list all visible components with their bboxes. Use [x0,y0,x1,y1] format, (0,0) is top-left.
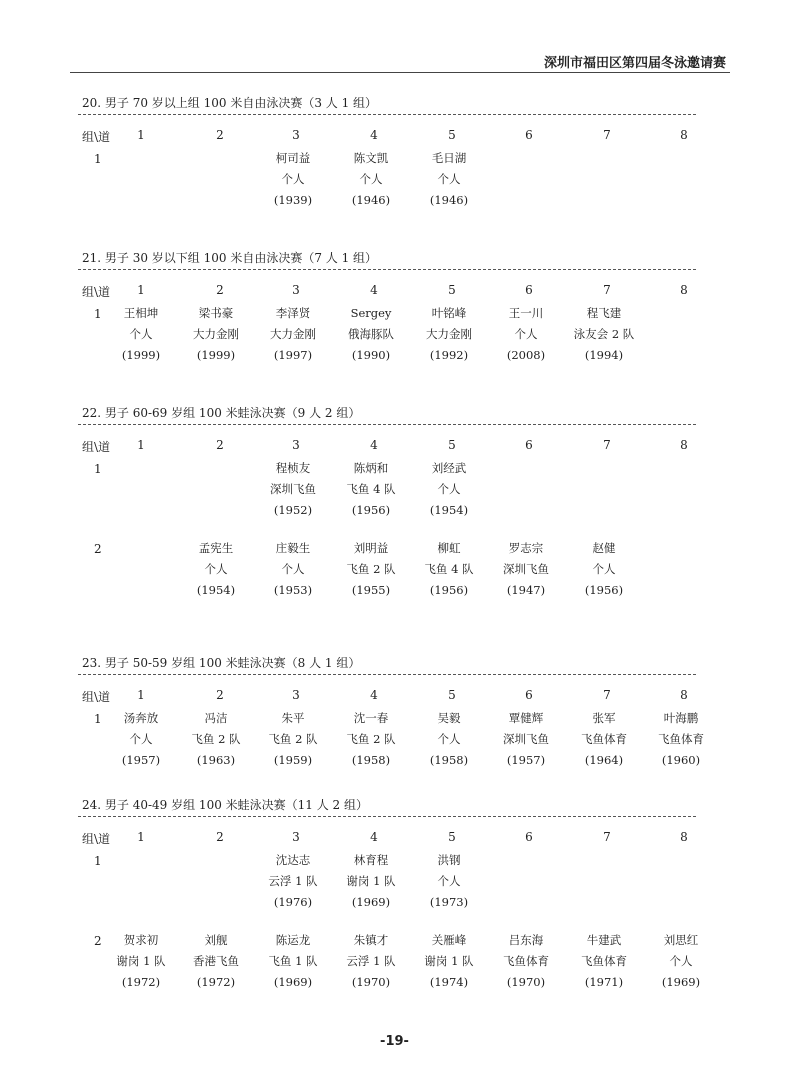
swimmer-birth-year: (1956) [351,503,391,517]
lane-number: 5 [448,128,456,142]
event-title: 22. 男子 60-69 岁组 100 米蛙泳决赛（9 人 2 组） [82,406,361,420]
swimmer-name: 张军 [592,711,616,725]
swimmer-team: 深圳飞鱼 [503,562,549,576]
swimmer-entry [636,930,726,993]
swimmer-birth-year: (1992) [429,348,469,362]
heat-number: 1 [94,854,102,868]
swimmer-birth-year: (1947) [506,583,546,597]
swimmer-name: 洪钢 [437,853,461,867]
swimmer-birth-year: (1960) [661,753,701,767]
page-header [70,48,730,73]
swimmer-name: 沈达志 [275,853,311,867]
lane-header-label: 组\道 [82,690,111,704]
swimmer-name: 叶海鹏 [663,711,699,725]
swimmer-birth-year: (1973) [429,895,469,909]
swimmer-name: 刘舰 [204,933,228,947]
swimmer-entry [481,930,571,993]
lane-header-label: 组\道 [82,832,111,846]
swimmer-birth-year: (1974) [429,975,469,989]
lane-number: 1 [137,830,145,844]
swimmer-birth-year: (1976) [273,895,313,909]
swimmer-name: 程飞建 [586,306,622,320]
lane-number: 6 [525,438,533,452]
swimmer-birth-year: (1958) [351,753,391,767]
lane-header-row [70,688,700,704]
lane-number: 3 [292,438,300,452]
lane-header-row [70,128,700,144]
swimmer-birth-year: (1969) [661,975,701,989]
lane-number: 4 [370,688,378,702]
lane-number: 3 [292,128,300,142]
lane-number: 2 [216,438,224,452]
swimmer-team: 谢岗 1 队 [116,954,166,968]
swimmer-name: 关雁峰 [431,933,467,947]
swimmer-birth-year: (1946) [429,193,469,207]
swimmer-team: 个人 [129,732,153,746]
swimmer-name: 柳虹 [437,541,461,555]
lane-number: 4 [370,283,378,297]
swimmer-team: 个人 [514,327,538,341]
swimmer-team: 个人 [437,172,461,186]
lane-number: 6 [525,830,533,844]
lane-number: 4 [370,438,378,452]
lane-header-label: 组\道 [82,130,111,144]
heat-number: 2 [94,542,102,556]
swimmer-name: 程桢友 [275,461,311,475]
lane-number: 8 [680,438,688,452]
dashed-divider [78,816,696,817]
swimmer-team: 个人 [359,172,383,186]
swimmer-name: 牛建武 [586,933,622,947]
swimmer-team: 云浮 1 队 [346,954,396,968]
swimmer-birth-year: (1999) [121,348,161,362]
heat-number: 1 [94,462,102,476]
swimmer-name: 朱镇才 [353,933,389,947]
lane-number: 4 [370,128,378,142]
swimmer-name: 毛日湖 [431,151,467,165]
swimmer-birth-year: (1964) [584,753,624,767]
lane-number: 1 [137,128,145,142]
swimmer-team: 谢岗 1 队 [346,874,396,888]
swimmer-entry [248,850,338,913]
swimmer-name: 柯司益 [275,151,311,165]
heat-number: 1 [94,307,102,321]
swimmer-team: 飞鱼 2 队 [191,732,241,746]
lane-number: 8 [680,688,688,702]
swimmer-birth-year: (1994) [584,348,624,362]
swimmer-birth-year: (1957) [121,753,161,767]
lane-number: 7 [603,830,611,844]
lane-number: 7 [603,283,611,297]
swimmer-team: 个人 [204,562,228,576]
swimmer-birth-year: (1971) [584,975,624,989]
heat-number: 2 [94,934,102,948]
swimmer-entry [559,303,649,366]
lane-number: 6 [525,128,533,142]
swimmer-birth-year: (1970) [351,975,391,989]
swimmer-team: 香港飞鱼 [193,954,239,968]
swimmer-entry [636,708,726,771]
swimmer-entry [326,538,416,601]
lane-header-row [70,438,700,454]
dashed-divider [78,424,696,425]
swimmer-name: 陈文凯 [353,151,389,165]
lane-number: 8 [680,830,688,844]
swimmer-entry [248,148,338,211]
event-title: 21. 男子 30 岁以下组 100 米自由泳决赛（7 人 1 组） [82,251,378,265]
lane-number: 3 [292,830,300,844]
lane-number: 8 [680,283,688,297]
swimmer-name: Sergey [350,306,392,320]
swimmer-entry [481,303,571,366]
lane-number: 3 [292,283,300,297]
lane-number: 5 [448,830,456,844]
swimmer-team: 谢岗 1 队 [424,954,474,968]
swimmer-entry [248,708,338,771]
swimmer-team: 大力金刚 [426,327,472,341]
swimmer-name: 冯洁 [204,711,228,725]
lane-number: 1 [137,438,145,452]
lane-number: 2 [216,830,224,844]
swimmer-team: 飞鱼体育 [581,732,627,746]
lane-number: 1 [137,688,145,702]
swimmer-team: 个人 [669,954,693,968]
swimmer-birth-year: (1958) [429,753,469,767]
swimmer-team: 飞鱼体育 [503,954,549,968]
swimmer-entry [559,538,649,601]
swimmer-team: 飞鱼 2 队 [346,732,396,746]
swimmer-entry [248,303,338,366]
swimmer-team: 深圳飞鱼 [270,482,316,496]
event-title: 23. 男子 50-59 岁组 100 米蛙泳决赛（8 人 1 组） [82,656,361,670]
swimmer-birth-year: (1957) [506,753,546,767]
swimmer-birth-year: (1955) [351,583,391,597]
swimmer-birth-year: (1969) [351,895,391,909]
swimmer-name: 覃健辉 [508,711,544,725]
swimmer-name: 孟宪生 [198,541,234,555]
swimmer-name: 刘思红 [663,933,699,947]
swimmer-name: 叶铭峰 [431,306,467,320]
swimmer-team: 个人 [437,482,461,496]
swimmer-team: 个人 [437,874,461,888]
swimmer-entry [326,708,416,771]
dashed-divider [78,269,696,270]
page-number: -19- [380,1034,409,1049]
swimmer-name: 贺求初 [123,933,159,947]
swimmer-entry [326,850,416,913]
swimmer-entry [248,538,338,601]
swimmer-name: 沈一春 [353,711,389,725]
swimmer-entry [404,148,494,211]
lane-header-row [70,283,700,299]
swimmer-name: 朱平 [281,711,305,725]
swimmer-team: 个人 [281,562,305,576]
swimmer-team: 个人 [437,732,461,746]
swimmer-birth-year: (1939) [273,193,313,207]
swimmer-birth-year: (1999) [196,348,236,362]
swimmer-team: 飞鱼 2 队 [268,732,318,746]
swimmer-team: 泳友会 2 队 [573,327,635,341]
lane-number: 7 [603,688,611,702]
swimmer-entry [248,930,338,993]
swimmer-team: 飞鱼 1 队 [268,954,318,968]
swimmer-birth-year: (1956) [429,583,469,597]
swimmer-team: 云浮 1 队 [268,874,318,888]
event-title: 20. 男子 70 岁以上组 100 米自由泳决赛（3 人 1 组） [82,96,378,110]
swimmer-name: 陈炳和 [353,461,389,475]
swimmer-name: 赵健 [592,541,616,555]
swimmer-team: 大力金刚 [193,327,239,341]
lane-number: 5 [448,688,456,702]
heat-number: 1 [94,712,102,726]
swimmer-birth-year: (1953) [273,583,313,597]
swimmer-birth-year: (1972) [196,975,236,989]
lane-header-row [70,830,700,846]
dashed-divider [78,674,696,675]
heat-number: 1 [94,152,102,166]
swimmer-team: 个人 [129,327,153,341]
event-title: 24. 男子 40-49 岁组 100 米蛙泳决赛（11 人 2 组） [82,798,369,812]
swimmer-name: 林育程 [353,853,389,867]
swimmer-team: 飞鱼 4 队 [346,482,396,496]
swimmer-name: 汤奔放 [123,711,159,725]
swimmer-name: 陈运龙 [275,933,311,947]
swimmer-entry [481,708,571,771]
swimmer-name: 王一川 [508,306,544,320]
lane-number: 2 [216,688,224,702]
swimmer-team: 大力金刚 [270,327,316,341]
lane-header-label: 组\道 [82,285,111,299]
swimmer-name: 吴毅 [437,711,461,725]
swimmer-birth-year: (1972) [121,975,161,989]
lane-number: 2 [216,128,224,142]
swimmer-birth-year: (1959) [273,753,313,767]
swimmer-entry [404,458,494,521]
header-title: 深圳市福田区第四届冬泳邀请赛 [543,56,726,71]
lane-number: 7 [603,128,611,142]
swimmer-birth-year: (1963) [196,753,236,767]
swimmer-birth-year: (1969) [273,975,313,989]
lane-number: 7 [603,438,611,452]
swimmer-birth-year: (1997) [273,348,313,362]
swimmer-team: 深圳飞鱼 [503,732,549,746]
swimmer-birth-year: (1970) [506,975,546,989]
swimmer-birth-year: (1954) [429,503,469,517]
swimmer-birth-year: (1946) [351,193,391,207]
swimmer-team: 个人 [281,172,305,186]
swimmer-entry [248,458,338,521]
swimmer-team: 个人 [592,562,616,576]
swimmer-entry [404,850,494,913]
swimmer-name: 梁书豪 [198,306,234,320]
swimmer-team: 飞鱼 4 队 [424,562,474,576]
swimmer-name: 李泽贤 [275,306,311,320]
lane-number: 8 [680,128,688,142]
swimmer-birth-year: (1952) [273,503,313,517]
swimmer-birth-year: (1990) [351,348,391,362]
lane-number: 3 [292,688,300,702]
lane-number: 4 [370,830,378,844]
swimmer-entry [326,458,416,521]
swimmer-entry [326,148,416,211]
swimmer-name: 刘经武 [431,461,467,475]
swimmer-team: 飞鱼 2 队 [346,562,396,576]
lane-number: 5 [448,438,456,452]
swimmer-entry [326,303,416,366]
swimmer-birth-year: (2008) [506,348,546,362]
swimmer-name: 庄毅生 [275,541,311,555]
swimmer-entry [326,930,416,993]
swimmer-name: 王相坤 [123,306,159,320]
lane-header-label: 组\道 [82,440,111,454]
swimmer-birth-year: (1956) [584,583,624,597]
lane-number: 2 [216,283,224,297]
lane-number: 6 [525,688,533,702]
swimmer-birth-year: (1954) [196,583,236,597]
swimmer-name: 罗志宗 [508,541,544,555]
swimmer-entry [481,538,571,601]
swimmer-team: 飞鱼体育 [658,732,704,746]
swimmer-name: 刘明益 [353,541,389,555]
swimmer-name: 吕东海 [508,933,544,947]
lane-number: 5 [448,283,456,297]
swimmer-team: 俄海豚队 [348,327,394,341]
lane-number: 1 [137,283,145,297]
lane-number: 6 [525,283,533,297]
dashed-divider [78,114,696,115]
swimmer-team: 飞鱼体育 [581,954,627,968]
